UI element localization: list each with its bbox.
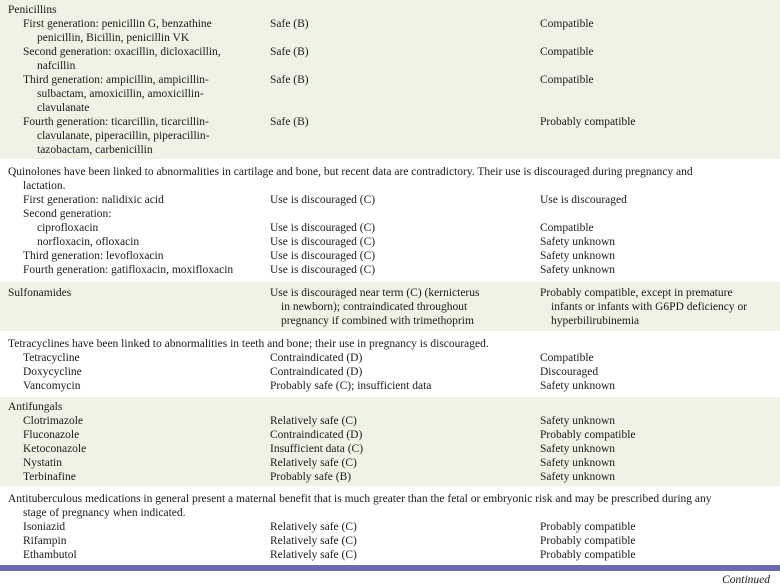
pregnancy-rating-cell (270, 456, 540, 470)
note-line: Antituberculous medications in general present a maternal benefit that is much greater than the fetal or embryonic risk and may be prescribed during any (8, 493, 712, 505)
pregnancy-rating-cell (270, 3, 540, 17)
lactation-rating-cell (540, 379, 772, 393)
drug-line: Fourth generation: gatifloxacin, moxifloxacin (23, 264, 234, 276)
drug-cell (8, 520, 270, 534)
drug-line: Second generation: oxacillin, dicloxacillin, (23, 46, 221, 58)
lactation-rating: Discouraged (540, 366, 599, 378)
section-note (8, 492, 772, 520)
drug-cell (8, 235, 270, 249)
drug-line: tazobactam, carbenicillin (37, 144, 153, 156)
drug-line: Fluconazole (23, 429, 80, 441)
pregnancy-rating: Relatively safe (C) (270, 521, 357, 533)
lactation-rating-cell (540, 235, 772, 249)
drug-line: Second generation: (23, 208, 112, 220)
drug-cell (8, 193, 270, 207)
table-row (8, 442, 772, 456)
pregnancy-rating: Contraindicated (D) (270, 352, 363, 364)
pregnancy-rating: Relatively safe (C) (270, 415, 357, 427)
table-row (8, 534, 772, 548)
lactation-rating: Compatible (540, 352, 594, 364)
note-line: Quinolones have been linked to abnormalities in cartilage and bone, but recent data are contradictory. Their use is discouraged during pregnancy and (8, 166, 693, 178)
drug-line: Clotrimazole (23, 415, 84, 427)
drug-cell (8, 249, 270, 263)
lactation-rating: Compatible (540, 46, 594, 58)
drug-line: Third generation: ampicillin, ampicillin- (23, 74, 209, 86)
drug-line: Fourth generation: ticarcillin, ticarcillin- (23, 116, 209, 128)
lactation-rating-cell (540, 263, 772, 277)
drug-cell (8, 400, 270, 414)
pregnancy-rating: Safe (B) (270, 116, 309, 128)
lactation-rating: Compatible (540, 222, 594, 234)
drug-cell (8, 207, 270, 221)
lactation-rating: Compatible (540, 18, 594, 30)
table-row (8, 45, 772, 73)
pregnancy-rating: pregnancy if combined with trimethoprim (281, 315, 474, 327)
lactation-rating: hyperbilirubinemia (551, 315, 640, 327)
pregnancy-rating: Safe (B) (270, 18, 309, 30)
lactation-rating-cell (540, 221, 772, 235)
lactation-rating-cell (540, 286, 772, 328)
table-row (8, 365, 772, 379)
lactation-rating: Safety unknown (540, 415, 616, 427)
table-row (8, 249, 772, 263)
lactation-rating-cell (540, 3, 772, 17)
table-row (8, 470, 772, 484)
pregnancy-rating-cell (270, 351, 540, 365)
table-row (8, 115, 772, 157)
lactation-rating-cell (540, 115, 772, 157)
pregnancy-rating-cell (270, 520, 540, 534)
pregnancy-rating-cell (270, 428, 540, 442)
lactation-rating: Safety unknown (540, 457, 616, 469)
table-row (8, 456, 772, 470)
drug-cell (8, 428, 270, 442)
lactation-rating: Probably compatible (540, 549, 636, 561)
section-header-row (8, 3, 772, 17)
drug-line: Rifampin (23, 535, 67, 547)
lactation-rating-cell (540, 520, 772, 534)
pregnancy-rating-cell (270, 249, 540, 263)
drug-cell (8, 414, 270, 428)
lactation-rating-cell (540, 193, 772, 207)
table-row (8, 73, 772, 115)
lactation-rating: Safety unknown (540, 443, 616, 455)
table-row (8, 520, 772, 534)
pregnancy-rating-cell (270, 400, 540, 414)
pregnancy-rating-cell (270, 115, 540, 157)
pregnancy-rating: Use is discouraged (C) (270, 236, 376, 248)
drug-cell (8, 3, 270, 17)
pregnancy-rating-cell (270, 221, 540, 235)
table-row (8, 17, 772, 45)
pregnancy-rating: Probably safe (B) (270, 471, 352, 483)
pregnancy-rating: Contraindicated (D) (270, 366, 363, 378)
table-row (8, 263, 772, 277)
lactation-rating: Probably compatible, except in premature (540, 287, 733, 299)
table-row (8, 193, 772, 207)
section-sulfonamides (0, 282, 780, 331)
lactation-rating-cell (540, 73, 772, 115)
pregnancy-rating-cell (270, 193, 540, 207)
table-row (8, 221, 772, 235)
drug-cell (8, 548, 270, 562)
lactation-rating-cell (540, 365, 772, 379)
drug-cell (8, 115, 270, 157)
drug-line: clavulanate (37, 102, 90, 114)
drug-line: Third generation: levofloxacin (23, 250, 164, 262)
table-row (8, 207, 772, 221)
pregnancy-rating: Use is discouraged (C) (270, 194, 376, 206)
pregnancy-rating-cell (270, 414, 540, 428)
drug-cell (8, 470, 270, 484)
lactation-rating: infants or infants with G6PD deficiency or (551, 301, 748, 313)
pregnancy-rating-cell (270, 470, 540, 484)
section-tetracyclines (0, 331, 780, 397)
lactation-rating: Probably compatible (540, 429, 636, 441)
pregnancy-rating: Relatively safe (C) (270, 549, 357, 561)
drug-cell (8, 45, 270, 73)
lactation-rating: Probably compatible (540, 116, 636, 128)
lactation-rating-cell (540, 534, 772, 548)
drug-cell (8, 379, 270, 393)
pregnancy-rating: Relatively safe (C) (270, 535, 357, 547)
note-line: stage of pregnancy when indicated. (23, 507, 186, 519)
section-antifungals (0, 397, 780, 486)
drug-line: Ketoconazole (23, 443, 87, 455)
drug-line: norfloxacin, ofloxacin (37, 236, 140, 248)
pregnancy-rating-cell (270, 442, 540, 456)
pregnancy-rating-cell (270, 235, 540, 249)
lactation-rating-cell (540, 456, 772, 470)
pregnancy-rating: Safe (B) (270, 74, 309, 86)
lactation-rating: Safety unknown (540, 264, 616, 276)
pregnancy-rating: Relatively safe (C) (270, 457, 357, 469)
pregnancy-rating: Use is discouraged (C) (270, 264, 376, 276)
section-note (8, 337, 772, 351)
pregnancy-rating-cell (270, 286, 540, 328)
drug-line: First generation: nalidixic acid (23, 194, 164, 206)
table-row (8, 414, 772, 428)
table-row (8, 548, 772, 562)
section-note (8, 165, 772, 193)
drug-line: clavulanate, piperacillin, piperacillin- (37, 130, 210, 142)
table-row (8, 235, 772, 249)
drug-cell (8, 17, 270, 45)
pregnancy-rating-cell (270, 263, 540, 277)
lactation-rating: Probably compatible (540, 521, 636, 533)
pregnancy-rating: Contraindicated (D) (270, 429, 363, 441)
drug-cell (8, 221, 270, 235)
drug-line: Nystatin (23, 457, 62, 469)
drug-line: First generation: penicillin G, benzathine (23, 18, 212, 30)
pregnancy-rating: Use is discouraged (C) (270, 250, 376, 262)
drug-line: Vancomycin (23, 380, 81, 392)
section-header: Antifungals (8, 401, 63, 413)
lactation-rating: Use is discouraged (540, 194, 627, 206)
lactation-rating: Safety unknown (540, 250, 616, 262)
drug-cell (8, 456, 270, 470)
lactation-rating-cell (540, 428, 772, 442)
lactation-rating-cell (540, 45, 772, 73)
pregnancy-rating-cell (270, 534, 540, 548)
note-line: Tetracyclines have been linked to abnormalities in teeth and bone; their use in pregnancy is discouraged. (8, 338, 489, 350)
drug-line: sulbactam, amoxicillin, amoxicillin- (37, 88, 204, 100)
drug-cell (8, 263, 270, 277)
table-row (8, 379, 772, 393)
drug-cell (8, 351, 270, 365)
lactation-rating-cell (540, 470, 772, 484)
pregnancy-rating-cell (270, 365, 540, 379)
table-row (8, 286, 772, 328)
drug-cell (8, 442, 270, 456)
section-header: Penicillins (8, 4, 57, 16)
pregnancy-rating-cell (270, 207, 540, 221)
drug-line: Tetracycline (23, 352, 80, 364)
section-penicillins (0, 0, 780, 159)
pregnancy-rating-cell (270, 379, 540, 393)
drug-cell (8, 73, 270, 115)
lactation-rating: Compatible (540, 74, 594, 86)
drug-line: Terbinafine (23, 471, 76, 483)
lactation-rating-cell (540, 548, 772, 562)
note-line: lactation. (23, 180, 66, 192)
lactation-rating-cell (540, 351, 772, 365)
lactation-rating: Safety unknown (540, 380, 616, 392)
drug-line: Isoniazid (23, 521, 66, 533)
pregnancy-rating-cell (270, 17, 540, 45)
section-header-row (8, 400, 772, 414)
pregnancy-rating: Probably safe (C); insufficient data (270, 380, 432, 392)
drug-cell (8, 286, 270, 328)
pregnancy-rating: Insufficient data (C) (270, 443, 364, 455)
lactation-rating: Safety unknown (540, 236, 616, 248)
table-row (8, 351, 772, 365)
pregnancy-rating-cell (270, 45, 540, 73)
drug-cell (8, 365, 270, 379)
pregnancy-rating: Use is discouraged near term (C) (kernicterus (270, 287, 480, 299)
lactation-rating-cell (540, 414, 772, 428)
drug-line: nafcillin (37, 60, 76, 72)
drug-line: ciprofloxacin (37, 222, 99, 234)
section-antituberculous (0, 486, 780, 562)
lactation-rating: Safety unknown (540, 471, 616, 483)
section-quinolones (0, 159, 780, 282)
pregnancy-rating-cell (270, 73, 540, 115)
lactation-rating: Probably compatible (540, 535, 636, 547)
lactation-rating-cell (540, 17, 772, 45)
lactation-rating-cell (540, 207, 772, 221)
drug-cell (8, 534, 270, 548)
lactation-rating-cell (540, 249, 772, 263)
pregnancy-rating-cell (270, 548, 540, 562)
drug-line: Ethambutol (23, 549, 77, 561)
drug-line: penicillin, Bicillin, penicillin VK (37, 32, 190, 44)
lactation-rating-cell (540, 400, 772, 414)
pregnancy-rating: Use is discouraged (C) (270, 222, 376, 234)
lactation-rating-cell (540, 442, 772, 456)
pregnancy-rating: Safe (B) (270, 46, 309, 58)
pregnancy-rating: in newborn); contraindicated throughout (281, 301, 468, 313)
continued-label: Continued (722, 574, 770, 586)
table-row (8, 428, 772, 442)
drug-line: Doxycycline (23, 366, 82, 378)
drug-line: Sulfonamides (8, 287, 72, 299)
